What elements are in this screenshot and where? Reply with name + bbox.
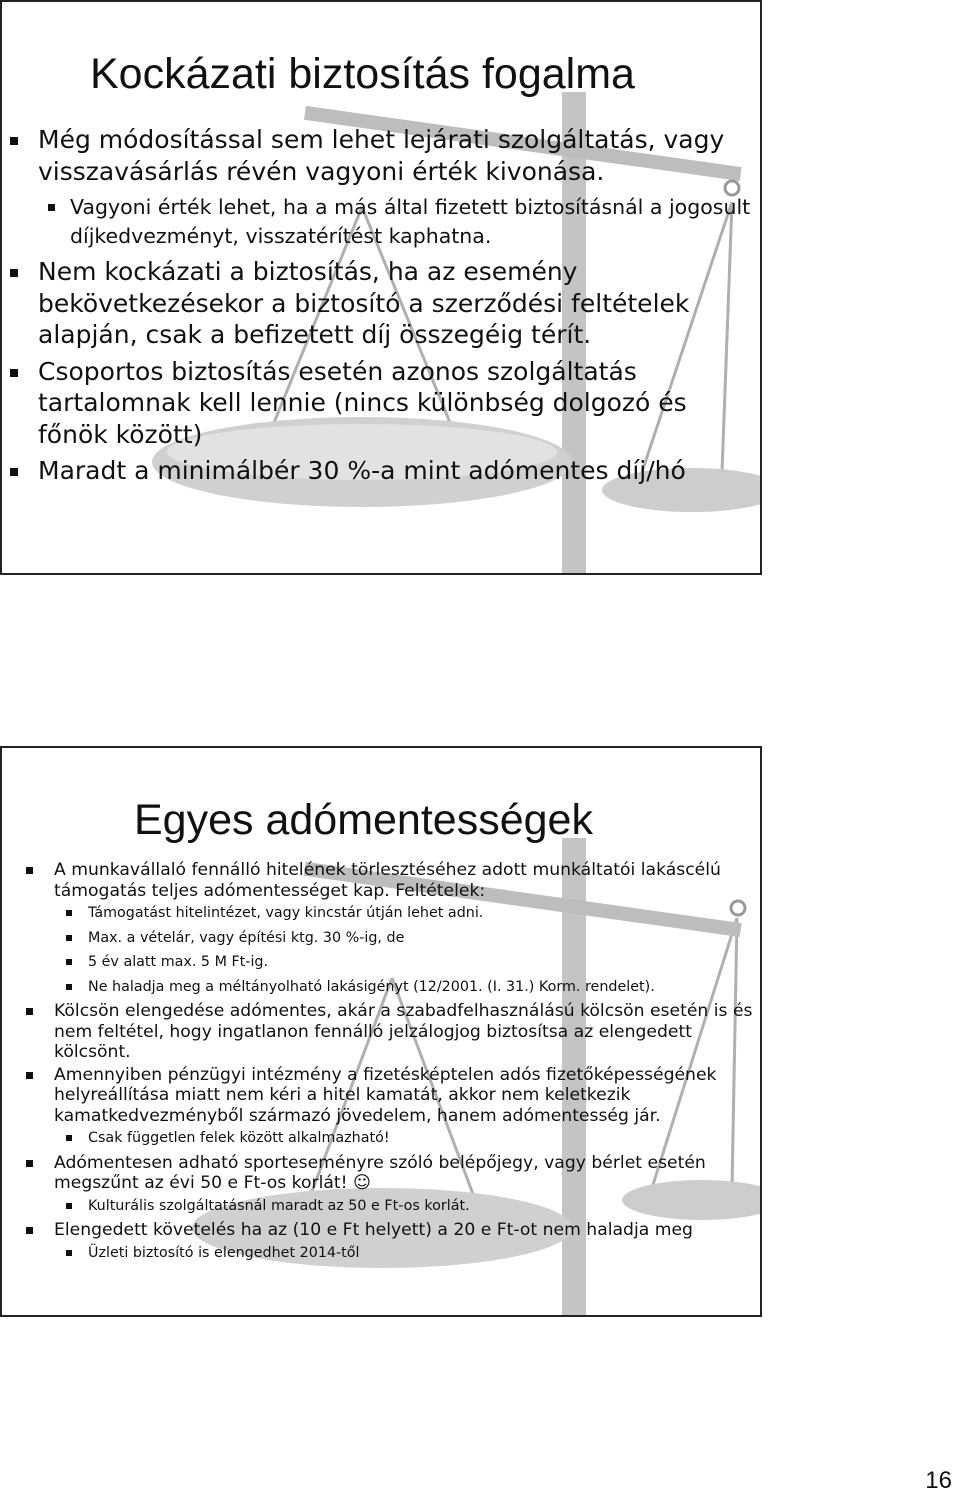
- list-item: [54, 1220, 762, 1263]
- sub-item-text: Vagyoni érték lehet, ha a más által fizetett biztosításnál a jogosult díjkedvezményt, visszatérítést kaphatna.: [70, 195, 751, 248]
- list-item: [54, 1001, 762, 1063]
- list-item-text: A munkavállaló fennálló hitelének törlesztéséhez adott munkáltatói lakáscélú támogatás teljes adómentességet kap. Feltételek:: [54, 860, 721, 901]
- slide-egyes-adomentessegek: [0, 746, 762, 1317]
- square-bullet-icon: [66, 935, 72, 941]
- page-number: 16: [925, 1467, 952, 1494]
- sub-list: [88, 1243, 762, 1264]
- square-bullet-icon: [10, 137, 18, 145]
- sub-list: [88, 1196, 762, 1217]
- sub-list-item: [88, 1196, 762, 1217]
- square-bullet-icon: [10, 468, 18, 476]
- sub-list-item: [88, 1128, 762, 1149]
- sub-list: [70, 193, 758, 251]
- sub-list-item: [88, 1243, 762, 1264]
- sub-item-text: Támogatást hitelintézet, vagy kincstár útján lehet adni.: [88, 905, 484, 921]
- sub-list: [88, 903, 762, 997]
- square-bullet-icon: [26, 1008, 33, 1015]
- list-item: [54, 1065, 762, 1149]
- sub-list-item: [70, 193, 758, 251]
- slide-title: Egyes adómentességek: [134, 796, 593, 844]
- square-bullet-icon: [26, 867, 33, 874]
- sub-item-text: Ne haladja meg a méltányolható lakásigényt (12/2001. (I. 31.) Korm. rendelet).: [88, 978, 655, 995]
- list-item-text: Kölcsön elengedése adómentes, akár a szabadfelhasználású kölcsön esetén is és nem feltétel, hogy ingatlanon fennálló jelzálogjog biztosítsa az elengedett kölcsönt.: [54, 1001, 753, 1062]
- slide-kockazati-biztositas: [0, 0, 762, 575]
- list-item-text: Még módosítással sem lehet lejárati szolgáltatás, vagy visszavásárlás révén vagyoni érték kivonása.: [38, 125, 725, 186]
- square-bullet-icon: [66, 1135, 72, 1141]
- sub-item-text: Max. a vételár, vagy építési ktg. 30 %-ig, de: [88, 929, 405, 946]
- list-item-text: Elengedett követelés ha az (10 e Ft helyett) a 20 e Ft-ot nem haladja meg: [54, 1220, 693, 1240]
- sub-list: [88, 1128, 762, 1149]
- list-item-text: Csoportos biztosítás esetén azonos szolgáltatás tartalomnak kell lennie (nincs különbség dolgozó és főnök között): [38, 356, 687, 449]
- square-bullet-icon: [66, 959, 72, 965]
- list-item: [38, 256, 758, 351]
- sub-list-item: [88, 977, 762, 998]
- bullet-list: [54, 860, 762, 1267]
- list-item-text: Adómentesen adható sporteseményre szóló belépőjegy, vagy bérlet esetén megszűnt az évi 50 e Ft-os korlát! ☺: [54, 1152, 706, 1193]
- square-bullet-icon: [66, 1250, 72, 1256]
- square-bullet-icon: [66, 910, 72, 916]
- list-item: [38, 356, 758, 451]
- square-bullet-icon: [26, 1160, 33, 1167]
- square-bullet-icon: [66, 984, 72, 990]
- list-item: [54, 1153, 762, 1217]
- square-bullet-icon: [10, 269, 18, 277]
- square-bullet-icon: [26, 1072, 33, 1079]
- slide-title: Kockázati biztosítás fogalma: [90, 50, 635, 98]
- list-item: [54, 860, 762, 997]
- list-item: [38, 124, 758, 251]
- sub-list-item: [88, 903, 762, 924]
- sub-item-text: 5 év alatt max. 5 M Ft-ig.: [88, 954, 269, 970]
- square-bullet-icon: [26, 1227, 33, 1234]
- sub-list-item: [88, 952, 762, 973]
- sub-item-text: Üzleti biztosító is elengedhet 2014-től: [88, 1244, 360, 1261]
- bullet-list: [38, 124, 758, 492]
- square-bullet-icon: [66, 1203, 72, 1209]
- sub-list-item: [88, 928, 762, 949]
- list-item-text: Maradt a minimálbér 30 %-a mint adómentes díj/hó: [38, 456, 686, 485]
- list-item: [38, 455, 758, 487]
- list-item-text: Amennyiben pénzügyi intézmény a fizetésképtelen adós fizetőképességének helyreállítása miatt nem kéri a hitel kamatát, akkor nem keletkezik kamatkedvezményből származó jövedelem, hanem adómentesség jár.: [54, 1064, 717, 1126]
- sub-item-text: Kulturális szolgáltatásnál maradt az 50 e Ft-os korlát.: [88, 1197, 470, 1214]
- square-bullet-icon: [48, 204, 55, 211]
- square-bullet-icon: [10, 369, 18, 377]
- list-item-text: Nem kockázati a biztosítás, ha az esemény bekövetkezésekor a biztosító a szerződési feltételek alapján, csak a befizetett díj összegéig térít.: [38, 257, 690, 349]
- sub-item-text: Csak független felek között alkalmazható!: [88, 1130, 390, 1146]
